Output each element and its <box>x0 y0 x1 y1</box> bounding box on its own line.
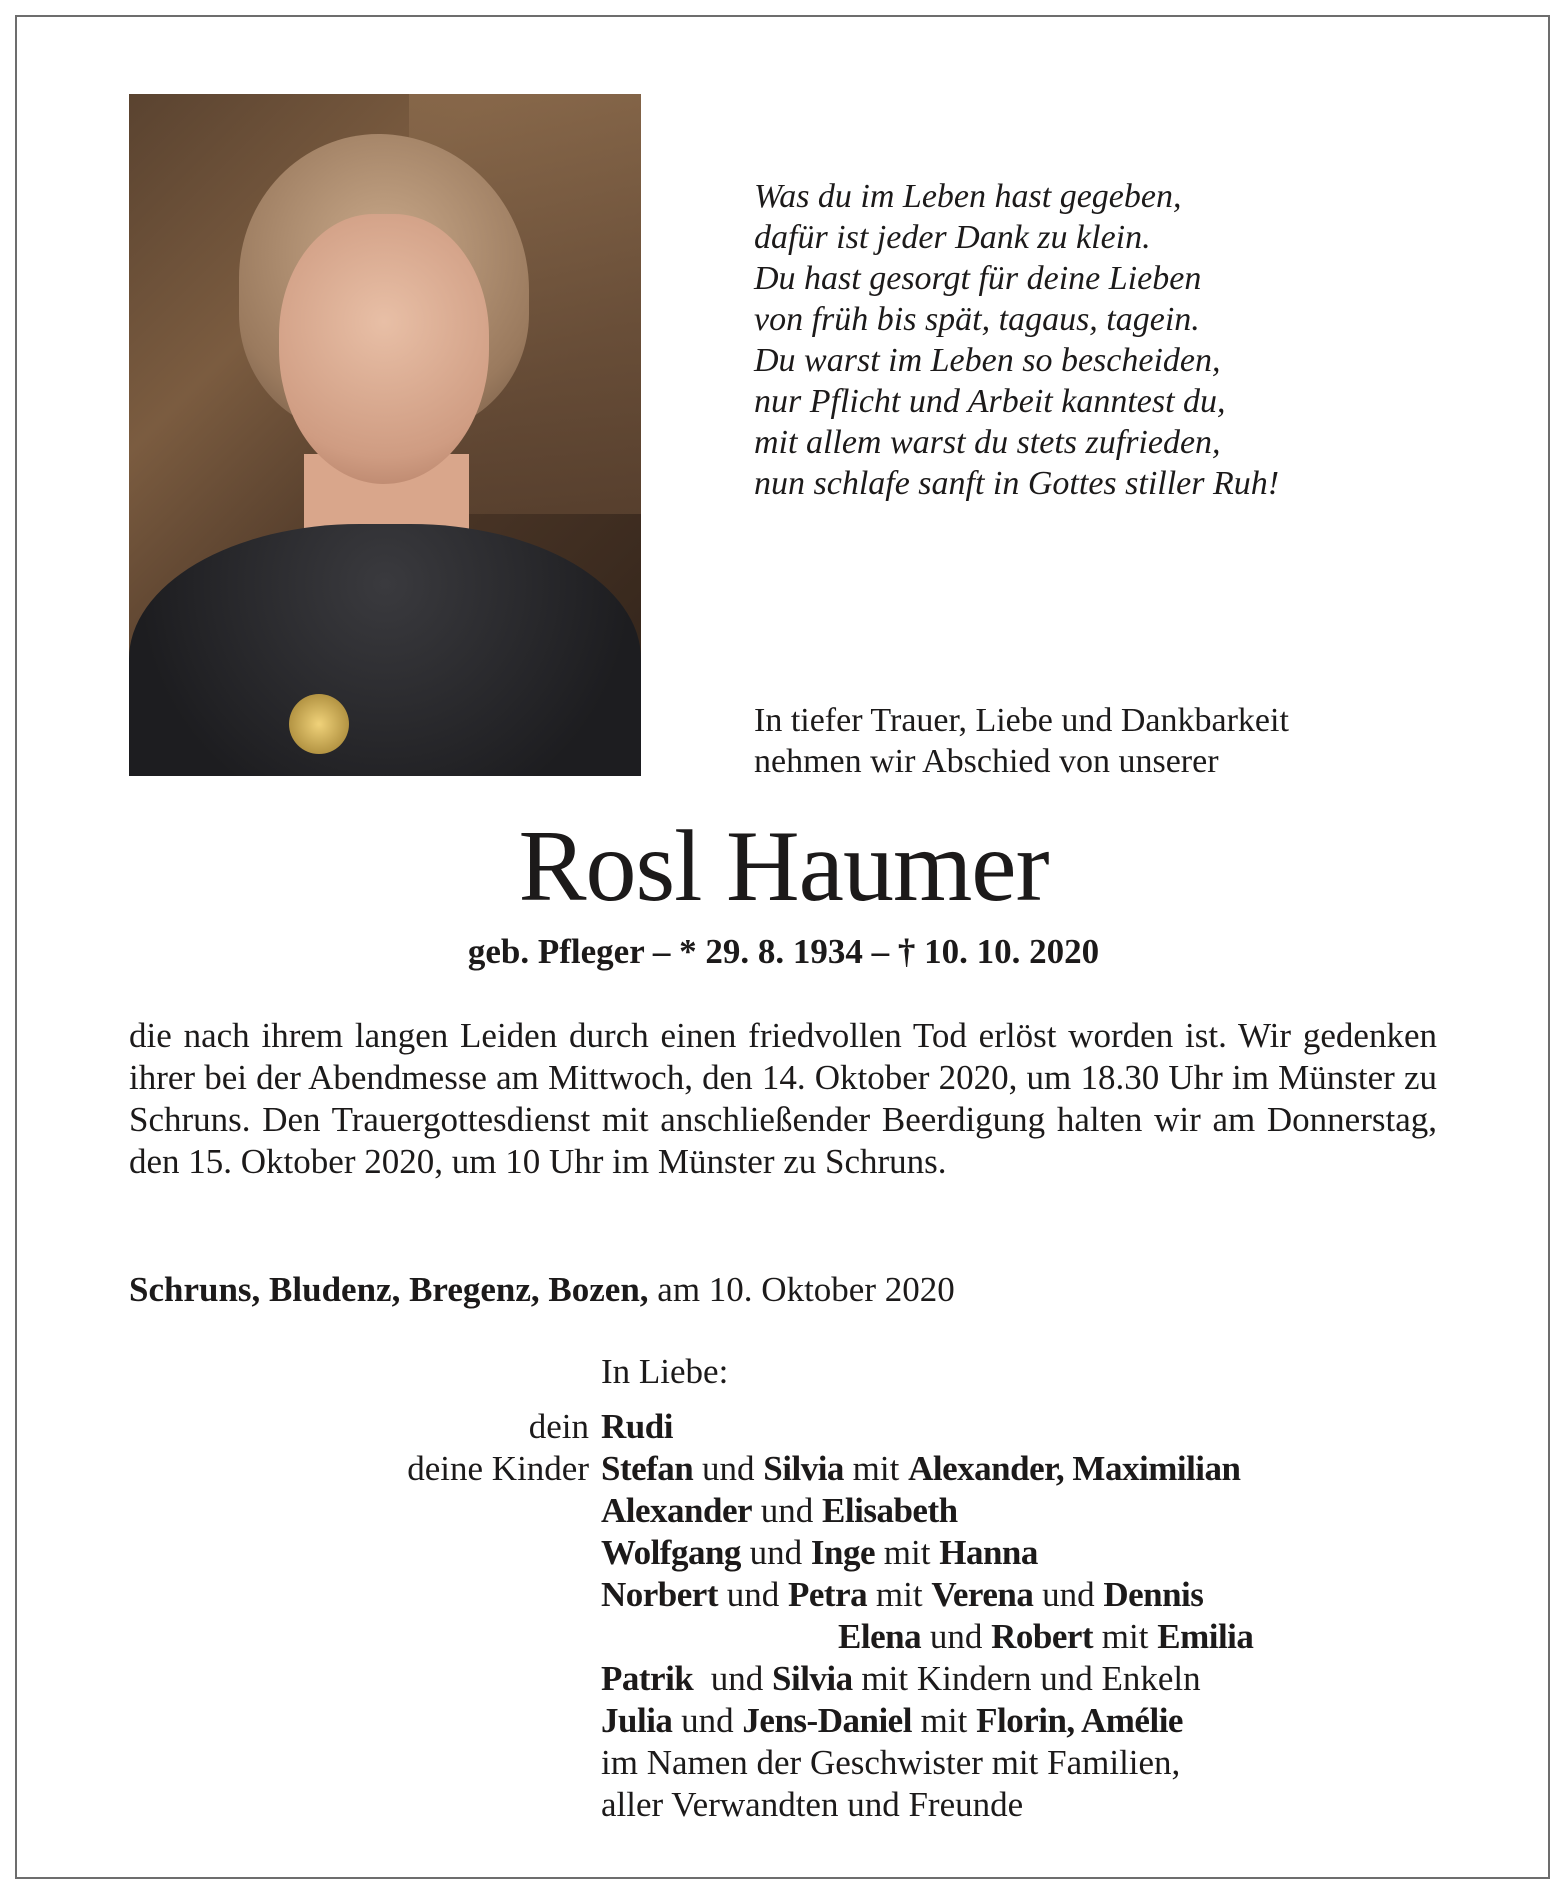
poem <box>754 176 1279 504</box>
connector-text: und <box>693 1449 764 1488</box>
connector-text: mit <box>875 1533 940 1572</box>
relation-label: deine Kinder <box>407 1449 589 1488</box>
connector-text: und <box>921 1617 992 1656</box>
person-name: Florin, Amélie <box>976 1701 1183 1740</box>
person-name: Patrik <box>601 1659 694 1698</box>
connector-text: und <box>693 1659 773 1698</box>
person-name: Petra <box>788 1575 868 1614</box>
announcement-text: die nach ihrem langen Leiden durch einen friedvollen Tod erlöst worden ist. Wir gedenken ihrer bei der Abendmesse am Mittwoch, den 14. Oktober 2020, um 18.30 Uhr im Münster zu Schruns. Den Trauergottesdienst mit anschließender Beerdigung halten wir am Donnerstag, den 15. Oktober 2020, um 10 Uhr im Münster zu Schruns. <box>129 1016 1437 1181</box>
poem-line: Du warst im Leben so bescheiden, <box>754 342 1221 379</box>
person-name: Dennis <box>1103 1575 1204 1614</box>
person-name: Verena <box>931 1575 1034 1614</box>
family-row <box>0 1574 1567 1616</box>
family-row <box>0 1700 1567 1742</box>
person-name: Norbert <box>601 1575 719 1614</box>
person-name: Alexander <box>601 1491 753 1530</box>
photo-pendant <box>289 694 349 754</box>
announcement-date: am 10. Oktober 2020 <box>648 1270 955 1309</box>
connector-text: im Namen der Geschwister mit Familien, <box>601 1743 1181 1782</box>
family-names <box>601 1490 958 1532</box>
person-name: Silvia <box>772 1659 853 1698</box>
person-name: Rudi <box>601 1407 673 1446</box>
poem-line: nun schlafe sanft in Gottes stiller Ruh! <box>754 465 1280 502</box>
person-name: Elena <box>838 1617 922 1656</box>
family-names <box>601 1448 1240 1490</box>
family-names <box>601 1532 1038 1574</box>
family-list <box>0 1406 1567 1826</box>
connector-text: mit <box>843 1449 909 1488</box>
person-name: Stefan <box>601 1449 694 1488</box>
family-names <box>601 1658 1201 1700</box>
family-names <box>601 1742 1180 1784</box>
connector-text: mit <box>911 1701 977 1740</box>
photo-face <box>279 214 489 484</box>
family-row <box>0 1490 1567 1532</box>
portrait-photo <box>129 94 641 776</box>
connector-text: und <box>1033 1575 1104 1614</box>
poem-line: dafür ist jeder Dank zu klein. <box>754 219 1151 256</box>
poem-line: Du hast gesorgt für deine Lieben <box>754 260 1202 297</box>
person-name: Emilia <box>1157 1617 1254 1656</box>
person-name: Elisabeth <box>822 1491 958 1530</box>
connector-text: aller Verwandten und Freunde <box>601 1785 1024 1824</box>
connector-text: und <box>718 1575 789 1614</box>
connector-text: mit <box>1093 1617 1158 1656</box>
family-row <box>0 1784 1567 1826</box>
person-name: Julia <box>601 1701 673 1740</box>
connector-text: und <box>672 1701 743 1740</box>
intro-line: nehmen wir Abschied von unserer <box>754 743 1219 780</box>
poem-line: mit allem warst du stets zufrieden, <box>754 424 1221 461</box>
intro-line: In tiefer Trauer, Liebe und Dankbarkeit <box>754 702 1289 739</box>
family-names <box>601 1700 1183 1742</box>
family-row <box>0 1616 1567 1658</box>
family-names <box>601 1574 1203 1616</box>
connector-text: mit <box>867 1575 932 1614</box>
person-name: Inge <box>810 1533 876 1572</box>
person-name: Silvia <box>763 1449 844 1488</box>
poem-line: von früh bis spät, tagaus, tagein. <box>754 301 1200 338</box>
relation-label: dein <box>528 1407 589 1446</box>
poem-line: nur Pflicht und Arbeit kanntest du, <box>754 383 1226 420</box>
family-row <box>0 1448 1567 1490</box>
family-names <box>601 1784 1023 1826</box>
intro-text <box>754 700 1289 782</box>
connector-text: und <box>740 1533 811 1572</box>
deceased-name: Rosl Haumer <box>518 810 1049 923</box>
person-name: Alexander, Maximilian <box>908 1449 1241 1488</box>
family-row <box>0 1742 1567 1784</box>
person-name: Hanna <box>939 1533 1038 1572</box>
place-date-line <box>129 1270 955 1310</box>
birth-death-dates: geb. Pfleger – * 29. 8. 1934 – † 10. 10. 2020 <box>467 932 1100 971</box>
person-name: Jens-Daniel <box>742 1701 912 1740</box>
family-row <box>0 1406 1567 1448</box>
in-liebe-heading: In Liebe: <box>601 1352 729 1391</box>
connector-text: und <box>752 1491 823 1530</box>
poem-line: Was du im Leben hast gegeben, <box>754 178 1182 215</box>
family-names <box>601 1406 673 1448</box>
place-names: Schruns, Bludenz, Bregenz, Bozen, <box>129 1270 649 1309</box>
person-name: Wolfgang <box>601 1533 741 1572</box>
photo-jacket <box>129 524 641 776</box>
family-row <box>0 1658 1567 1700</box>
family-row <box>0 1532 1567 1574</box>
family-names <box>838 1616 1253 1658</box>
connector-text: mit Kindern und Enkeln <box>852 1659 1201 1698</box>
person-name: Robert <box>991 1617 1094 1656</box>
